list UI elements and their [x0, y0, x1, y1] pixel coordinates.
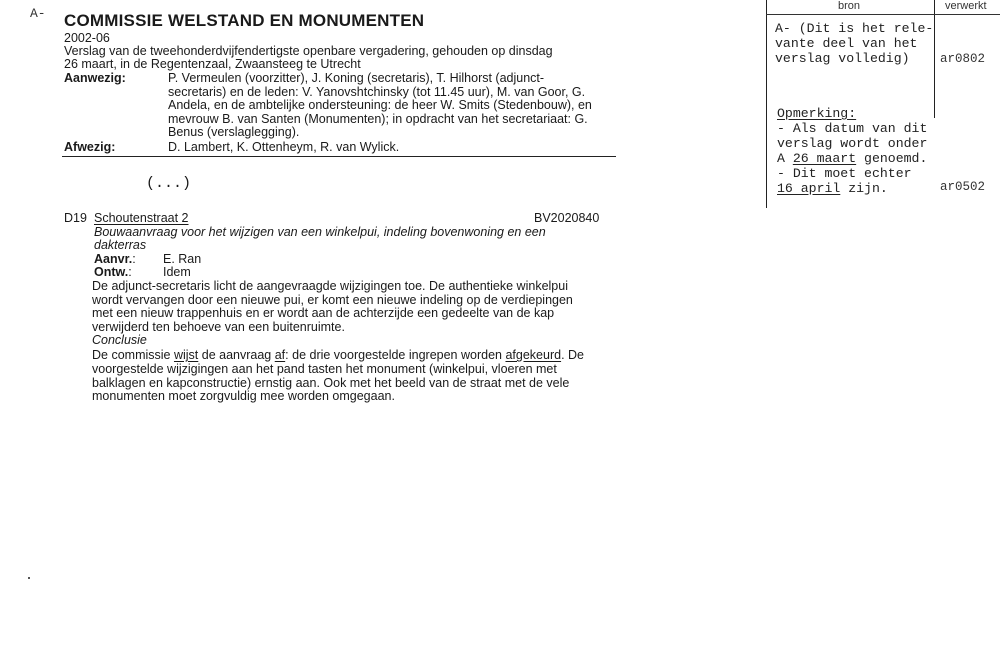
source-note-line: vante deel van het [775, 36, 918, 51]
body-line: met een nieuw trappenhuis en er wordt aan de achterzijde een gedeelte van de kap [92, 306, 555, 321]
designer-row [94, 266, 132, 280]
absent-label: Afwezig: [64, 140, 116, 154]
body-line: De adjunct-secretaris licht de aangevraagde wijzigingen toe. De authentieke winkelpui [92, 279, 568, 293]
body-line: verwijderd ten behoeve van een buitenruimte. [92, 319, 345, 334]
remark-reference: ar0502 [940, 180, 986, 194]
remark-line [777, 181, 927, 196]
panel-column-divider [934, 0, 935, 118]
remark-text: A [777, 151, 793, 166]
source-note-line: verslag volledig) [775, 51, 910, 66]
designer-name: Idem [163, 265, 191, 279]
present-line: P. Vermeulen (voorzitter), J. Koning (secretaris), T. Hilhorst (adjunct- [168, 71, 545, 85]
body-line: wordt vervangen door een nieuwe pui, er komt een nieuwe indeling op de verdiepingen [92, 292, 573, 307]
applicant-label: Aanvr. [94, 252, 133, 266]
present-line: secretaris) en de leden: V. Yanovshtchinsky (tot 11.45 uur), M. van Goor, G. [168, 84, 586, 99]
meeting-line-1: Verslag van de tweehonderdvijfendertigste openbare vergadering, gehouden op dinsdag [64, 44, 553, 58]
meeting-line-2: 26 maart, in de Regentenzaal, Zwaansteeg te Utrecht [64, 57, 361, 71]
present-line: Benus (verslaglegging). [168, 125, 300, 140]
document-title: COMMISSIE WELSTAND EN MONUMENTEN [64, 11, 425, 30]
present-label: Aanwezig: [64, 71, 126, 85]
remark-heading: Opmerking: [777, 106, 857, 121]
conclusion-line: balklagen en kapconstructie) ernstig aan. Ook met het beeld van de straat met de vele [92, 375, 570, 390]
conclusion-line: monumenten moet zorgvuldig mee worden omgegaan. [92, 389, 395, 404]
absent-list: D. Lambert, K. Ottenheym, R. van Wylick. [168, 140, 400, 154]
conclusion-text: De commissie [92, 348, 174, 362]
remark-line: verslag wordt onder [777, 136, 928, 151]
remark-text: zijn. [840, 181, 888, 196]
remark-line: - Als datum van dit [777, 121, 928, 136]
item-street: Schoutenstraat 2 [94, 211, 189, 225]
conclusion-text: . De [561, 348, 585, 362]
applicant-colon: : [132, 252, 136, 266]
conclusion-text: : de drie voorgestelde ingrepen worden [285, 348, 506, 362]
conclusion-line: voorgestelde wijzigingen aan het pand tasten het monument (winkelpui, vloeren met [92, 362, 557, 376]
omission-marker: (...) [146, 175, 192, 192]
item-code: D19 [64, 211, 87, 225]
item-description-line-2: dakterras [94, 238, 147, 252]
header-rule [62, 156, 616, 157]
conclusion-text: de aanvraag [198, 348, 275, 362]
present-line: mevrouw B. van Santen (Monumenten); in opdracht van het secretariaat: G. [168, 111, 588, 126]
source-note [775, 21, 933, 66]
corner-mark: A- [30, 6, 46, 21]
conclusion-first-line [92, 349, 584, 363]
conclusion-verb: wijst [173, 348, 199, 362]
present-line: Andela, en de ambtelijke ondersteuning: de heer W. Smits (Stedenbouw), en [168, 98, 592, 113]
present-list [168, 72, 592, 140]
source-note-line: A- (Dit is het rele- [775, 21, 934, 36]
item-reference: BV2020840 [534, 211, 600, 225]
remark-note [777, 106, 927, 196]
designer-label: Ontw. [94, 265, 129, 279]
column-header-processed: verwerkt [945, 0, 987, 12]
issue-number: 2002-06 [64, 31, 110, 45]
conclusion-particle: af [274, 348, 286, 362]
scan-speck [28, 577, 30, 579]
applicant-name: E. Ran [163, 252, 202, 266]
source-note-reference: ar0802 [940, 52, 986, 66]
designer-colon: : [128, 265, 132, 279]
remark-line: - Dit moet echter [777, 166, 912, 181]
remark-line [777, 151, 927, 166]
remark-text: genoemd. [856, 151, 928, 166]
conclusion-verdict: afgekeurd [505, 348, 562, 362]
remark-date: 26 maart [792, 151, 857, 166]
conclusion-body [92, 363, 569, 404]
item-body [92, 280, 573, 334]
item-description-line-1: Bouwaanvraag voor het wijzigen van een winkelpui, indeling bovenwoning en een [94, 225, 546, 239]
panel-header-rule [766, 14, 1000, 15]
remark-date: 16 april [777, 181, 841, 196]
conclusion-heading: Conclusie [92, 333, 147, 347]
panel-left-border [766, 0, 767, 208]
column-header-source: bron [838, 0, 861, 12]
